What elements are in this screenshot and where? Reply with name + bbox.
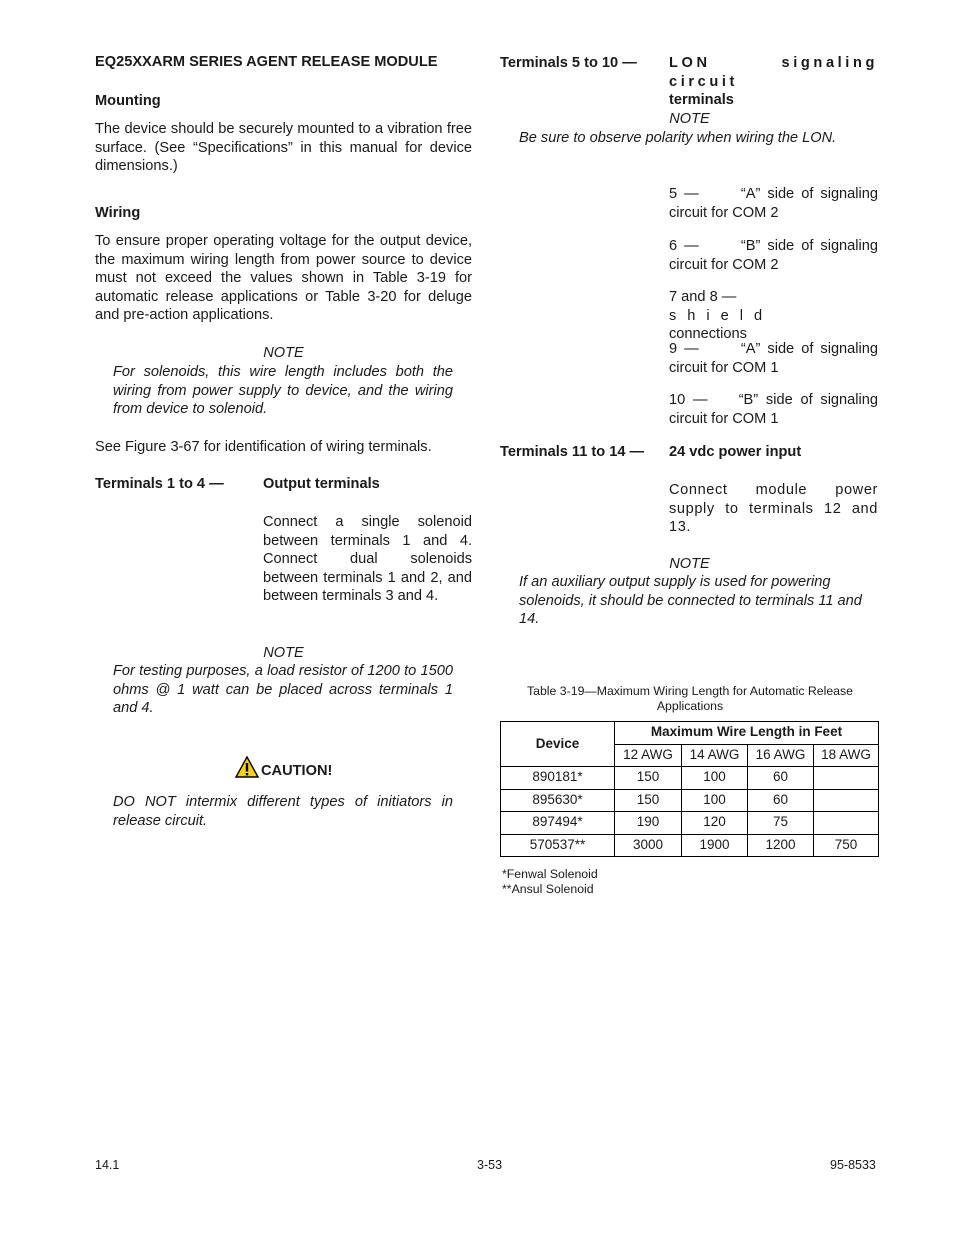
page-number: 3-53 [477,1158,503,1172]
table-cell: 75 [748,812,814,835]
awg-header: 18 AWG [814,744,879,767]
table-cell: 1200 [748,834,814,857]
terminals-5-10-label: Terminals 5 to 10 — [500,55,637,71]
terminals-1-4-text: Connect a single solenoid between terminals 1 and 4. Connect dual solenoids between terminals 1 and 2, and between terminals 3 and 4. [263,514,472,605]
note2-text: For testing purposes, a load resistor of 1200 to 1500 ohms @ 1 watt can be placed across terminals 1 and 4. [113,663,453,717]
table-cell: 150 [615,789,682,812]
wire-length-header: Maximum Wire Length in Feet [615,722,879,745]
caution-label: CAUTION! [261,763,333,779]
table-cell: 750 [814,834,879,857]
wire-length-table [500,721,879,857]
table-cell: 150 [615,767,682,790]
awg-header: 12 AWG [615,744,682,767]
terminal-item-10: 10 — “B” side of signaling circuit for COM 1 [669,392,878,427]
see-figure-text: See Figure 3-67 for identification of wiring terminals. [95,439,432,455]
caution-text: DO NOT intermix different types of initiators in release circuit. [113,794,453,829]
note1-text: For solenoids, this wire length includes both the wiring from power supply to device, and the wiring from device to solenoid. [113,364,453,418]
terminals-11-14-label: Terminals 11 to 14 — [500,444,645,460]
note1-label: NOTE [263,345,304,361]
note3-label: NOTE [669,111,710,127]
table-cell: 890181* [501,767,615,790]
footnote-ansul: **Ansul Solenoid [502,882,594,896]
table-cell: 120 [682,812,748,835]
table-row [501,767,879,790]
note2-label: NOTE [263,645,304,661]
table-cell: 570537** [501,834,615,857]
table-cell: 60 [748,789,814,812]
table-cell [814,789,879,812]
table-cell [814,767,879,790]
table-row [501,834,879,857]
terminals-11-14-text: Connect module power supply to terminals 12 and 13. [669,482,878,536]
terminal-item-7-8: 7 and 8 —shield connections [669,289,774,343]
terminal-item-6: 6 — “B” side of signaling circuit for COM 2 [669,238,879,273]
device-header: Device [501,722,615,767]
footnote-fenwal: *Fenwal Solenoid [502,867,598,881]
section-title: EQ25XXARM SERIES AGENT RELEASE MODULE [95,54,438,70]
table-cell: 3000 [615,834,682,857]
table-row [501,789,879,812]
mounting-text: The device should be securely mounted to a vibration free surface. (See “Specifications” in this manual for device dimensions.) [95,121,472,175]
awg-header: 16 AWG [748,744,814,767]
wiring-text: To ensure proper operating voltage for the output device, the maximum wiring length from power source to device must not exceed the values shown in Table 3-19 for automatic release applications or Table 3-20 for deluge and pre-action applications. [95,233,472,324]
table-cell [814,812,879,835]
terminal-item-9: 9 — “A” side of signaling circuit for COM 1 [669,341,879,376]
note3-text: Be sure to observe polarity when wiring the LON. [519,130,837,146]
table-cell: 60 [748,767,814,790]
table-cell: 897494* [501,812,615,835]
terminals-1-4-title: Output terminals [263,476,380,492]
mounting-heading: Mounting [95,93,161,109]
table-cell: 100 [682,789,748,812]
document-number: 95-8533 [830,1158,876,1172]
caution-heading [235,756,332,784]
note4-text: If an auxiliary output supply is used for powering solenoids, it should be connected to terminals 11 and 14. [519,574,862,628]
terminals-11-14-title: 24 vdc power input [669,444,802,460]
terminals-1-4-label: Terminals 1 to 4 — [95,476,224,492]
table-cell: 1900 [682,834,748,857]
note4-label: NOTE [669,556,710,572]
table-cell: 100 [682,767,748,790]
warning-triangle-icon [235,756,259,784]
wiring-heading: Wiring [95,205,141,221]
table-cell: 190 [615,812,682,835]
terminals-5-10-title: LON signaling circuit terminals [669,55,878,109]
table-cell: 895630* [501,789,615,812]
terminal-item-5: 5 — “A” side of signaling circuit for COM 2 [669,186,879,221]
table-row [501,812,879,835]
table-caption: Table 3-19—Maximum Wiring Length for Automatic Release Applications [526,684,853,713]
footer-revision: 14.1 [95,1158,120,1172]
awg-header: 14 AWG [682,744,748,767]
